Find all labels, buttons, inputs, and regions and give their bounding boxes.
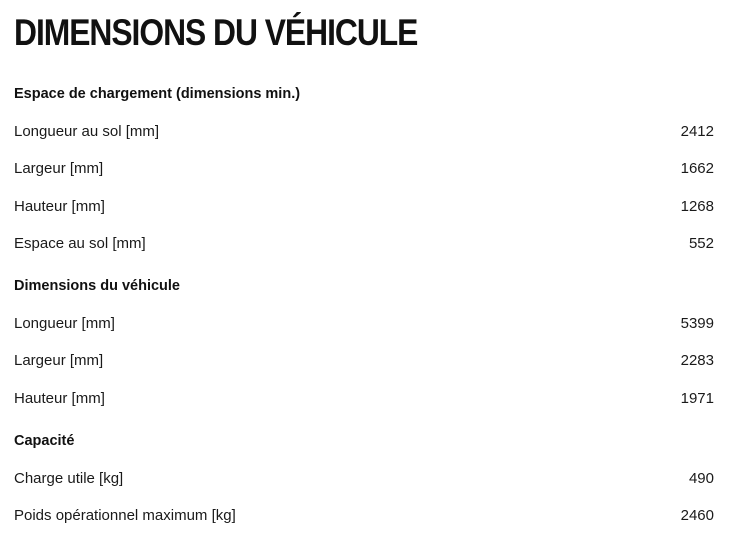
spec-row	[14, 122, 714, 142]
spec-value: 2460	[680, 507, 714, 524]
section-heading: Espace de chargement (dimensions min.)	[14, 86, 301, 102]
spec-row	[14, 234, 714, 254]
section-capacity	[14, 431, 714, 526]
spec-label: Longueur [mm]	[14, 314, 115, 332]
spec-value: 552	[688, 235, 714, 252]
spec-value: 5399	[680, 314, 714, 332]
spec-row	[14, 159, 714, 179]
spec-label: Hauteur [mm]	[14, 197, 105, 215]
spec-value: 1662	[680, 160, 714, 177]
spec-label: Largeur [mm]	[14, 352, 104, 369]
spec-label: Poids opérationnel maximum [kg]	[14, 507, 236, 524]
spec-label: Charge utile [kg]	[14, 469, 124, 487]
spec-row	[14, 389, 714, 409]
spec-row	[14, 506, 714, 526]
spec-label: Largeur [mm]	[14, 160, 104, 177]
spec-value: 2283	[680, 352, 714, 369]
spec-label: Longueur au sol [mm]	[14, 122, 160, 140]
spec-row	[14, 351, 714, 371]
spec-value: 1268	[680, 197, 714, 215]
spec-row	[14, 469, 714, 489]
spec-value: 2412	[680, 122, 714, 140]
spec-value: 1971	[680, 389, 714, 407]
section-heading: Dimensions du véhicule	[14, 278, 180, 294]
spec-value: 490	[688, 469, 714, 487]
spec-label: Hauteur [mm]	[14, 389, 105, 407]
spec-row	[14, 197, 714, 217]
section-vehicle-dimensions	[14, 276, 714, 409]
spec-row	[14, 314, 714, 334]
section-heading: Capacité	[14, 433, 75, 449]
page-title: DIMENSIONS DU VÉHICULE	[14, 12, 418, 53]
spec-label: Espace au sol [mm]	[14, 235, 146, 252]
section-cargo-space	[14, 84, 714, 254]
